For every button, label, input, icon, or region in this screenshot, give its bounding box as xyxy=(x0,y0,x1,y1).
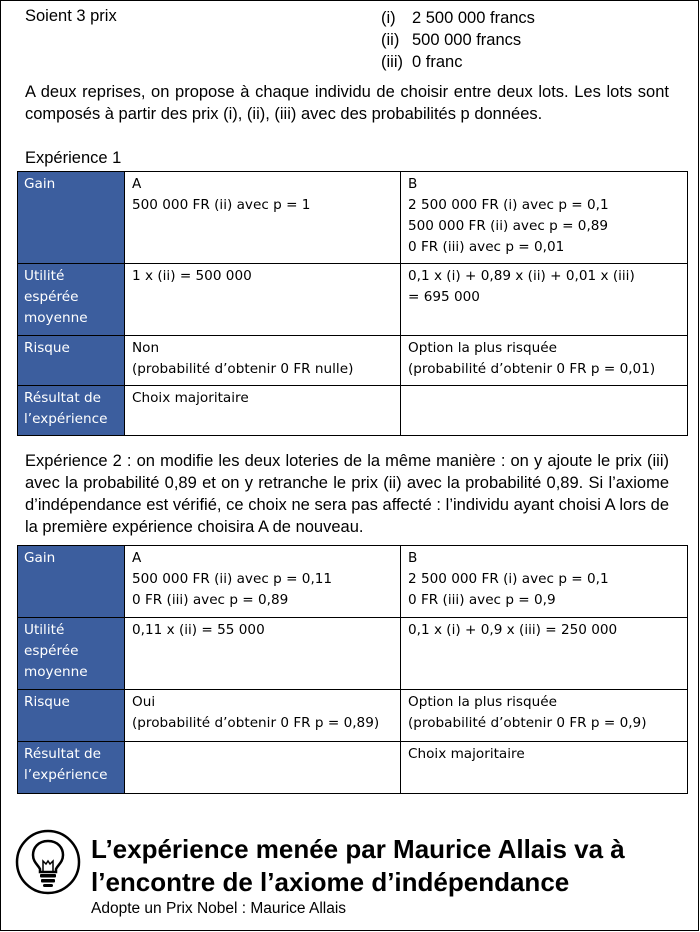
row-label-line: Risque xyxy=(24,340,70,356)
table-row xyxy=(18,546,688,618)
option-a-cell xyxy=(125,546,401,618)
cell-line: 500 000 FR (ii) avec p = 0,11 xyxy=(132,571,333,587)
cell-line: 0,1 x (i) + 0,9 x (iii) = 250 000 xyxy=(408,622,618,638)
experiment-1-title: Expérience 1 xyxy=(25,149,122,167)
cell-line: 500 000 FR (ii) avec p = 0,89 xyxy=(408,218,609,234)
row-label-cell xyxy=(18,172,125,264)
row-label-cell xyxy=(18,264,125,336)
row-label-cell xyxy=(18,618,125,690)
row-label-cell xyxy=(18,336,125,386)
row-label-line: l’expérience xyxy=(24,411,108,427)
cell-line: B xyxy=(408,176,418,192)
cell-line: 0,11 x (ii) = 55 000 xyxy=(132,622,265,638)
lightbulb-icon xyxy=(15,829,81,895)
experiment-2-paragraph: Expérience 2 : on modifie les deux loteries de la même manière : on y ajoute le prix (iii) avec la probabilité 0,89 et on y retranche le prix (ii) avec la probabilité 0,89. Si l’axiome d’indépendance est vérifié, ce choix ne sera pas affecté : l’individu ayant choisi A lors de la première expérience choisira A de nouveau. xyxy=(25,452,669,536)
option-a-cell xyxy=(125,690,401,742)
cell-line: 0,1 x (i) + 0,89 x (ii) + 0,01 x (iii) xyxy=(408,268,635,284)
prize-number: (i) xyxy=(381,9,396,27)
row-label-cell xyxy=(18,546,125,618)
table-row xyxy=(18,336,688,386)
cell-line: 0 FR (iii) avec p = 0,01 xyxy=(408,239,565,255)
table-row xyxy=(18,172,688,264)
option-a-cell xyxy=(125,264,401,336)
option-b-cell xyxy=(401,546,688,618)
experiment-2-table xyxy=(17,545,688,794)
row-label-line: moyenne xyxy=(24,664,88,680)
prize-item xyxy=(381,29,535,51)
row-label-line: Utilité xyxy=(24,622,65,638)
row-label-line: moyenne xyxy=(24,310,88,326)
cell-line: 1 x (ii) = 500 000 xyxy=(132,268,252,284)
footer-title-line: L’expérience menée par Maurice Allais va à xyxy=(91,834,625,864)
row-label-line: Résultat de xyxy=(24,746,101,762)
row-label-cell xyxy=(18,386,125,436)
cell-line: Oui xyxy=(132,694,156,710)
cell-line: 0 FR (iii) avec p = 0,89 xyxy=(132,592,289,608)
option-a-cell xyxy=(125,742,401,794)
prize-item xyxy=(381,51,535,73)
footer-subtitle: Adopte un Prix Nobel : Maurice Allais xyxy=(91,900,347,917)
cell-line: = 695 000 xyxy=(408,289,480,305)
option-b-cell xyxy=(401,742,688,794)
cell-line: 2 500 000 FR (i) avec p = 0,1 xyxy=(408,571,609,587)
cell-line: Option la plus risquée xyxy=(408,694,557,710)
option-a-cell xyxy=(125,618,401,690)
table-row xyxy=(18,742,688,794)
row-label-cell xyxy=(18,742,125,794)
cell-line: A xyxy=(132,550,142,566)
row-label-line: espérée xyxy=(24,289,79,305)
prize-label: 0 franc xyxy=(412,53,463,71)
cell-line: Choix majoritaire xyxy=(132,390,249,406)
cell-line: 0 FR (iii) avec p = 0,9 xyxy=(408,592,556,608)
footer-title xyxy=(91,833,681,899)
option-b-cell xyxy=(401,264,688,336)
row-label-line: l’expérience xyxy=(24,767,108,783)
cell-line: (probabilité d’obtenir 0 FR p = 0,01) xyxy=(408,361,656,377)
prize-label: 500 000 francs xyxy=(412,31,522,49)
cell-line: (probabilité d’obtenir 0 FR p = 0,89) xyxy=(132,715,380,731)
experiment-1-table xyxy=(17,171,688,436)
table-row xyxy=(18,618,688,690)
cell-line: (probabilité d’obtenir 0 FR p = 0,9) xyxy=(408,715,647,731)
cell-line: Choix majoritaire xyxy=(408,746,525,762)
cell-line: Option la plus risquée xyxy=(408,340,557,356)
row-label-line: Risque xyxy=(24,694,70,710)
prizes-title: Soient 3 prix xyxy=(25,7,117,25)
prize-number: (ii) xyxy=(381,31,400,49)
footer-title-line: l’encontre de l’axiome d’indépendance xyxy=(91,867,570,897)
table-row xyxy=(18,690,688,742)
option-a-cell xyxy=(125,386,401,436)
cell-line: (probabilité d’obtenir 0 FR nulle) xyxy=(132,361,354,377)
option-a-cell xyxy=(125,172,401,264)
cell-line: Non xyxy=(132,340,160,356)
table-row xyxy=(18,386,688,436)
option-b-cell xyxy=(401,618,688,690)
option-b-cell xyxy=(401,336,688,386)
prize-item xyxy=(381,7,535,29)
cell-line: 500 000 FR (ii) avec p = 1 xyxy=(132,197,311,213)
intro-paragraph: A deux reprises, on propose à chaque individu de choisir entre deux lots. Les lots sont composés à partir des prix (i), (ii), (iii) avec des probabilités p données. xyxy=(25,83,669,123)
table-row xyxy=(18,264,688,336)
row-label-line: Résultat de xyxy=(24,390,101,406)
option-a-cell xyxy=(125,336,401,386)
prize-label: 2 500 000 francs xyxy=(412,9,535,27)
option-b-cell xyxy=(401,172,688,264)
row-label-line: Gain xyxy=(24,550,56,566)
prizes-list xyxy=(381,7,535,73)
prizes-block xyxy=(25,7,685,73)
cell-line: 2 500 000 FR (i) avec p = 0,1 xyxy=(408,197,609,213)
prize-number: (iii) xyxy=(381,53,403,71)
row-label-line: Utilité xyxy=(24,268,65,284)
row-label-line: espérée xyxy=(24,643,79,659)
option-b-cell xyxy=(401,690,688,742)
option-b-cell xyxy=(401,386,688,436)
row-label-line: Gain xyxy=(24,176,56,192)
cell-line: B xyxy=(408,550,418,566)
cell-line: A xyxy=(132,176,142,192)
row-label-cell xyxy=(18,690,125,742)
